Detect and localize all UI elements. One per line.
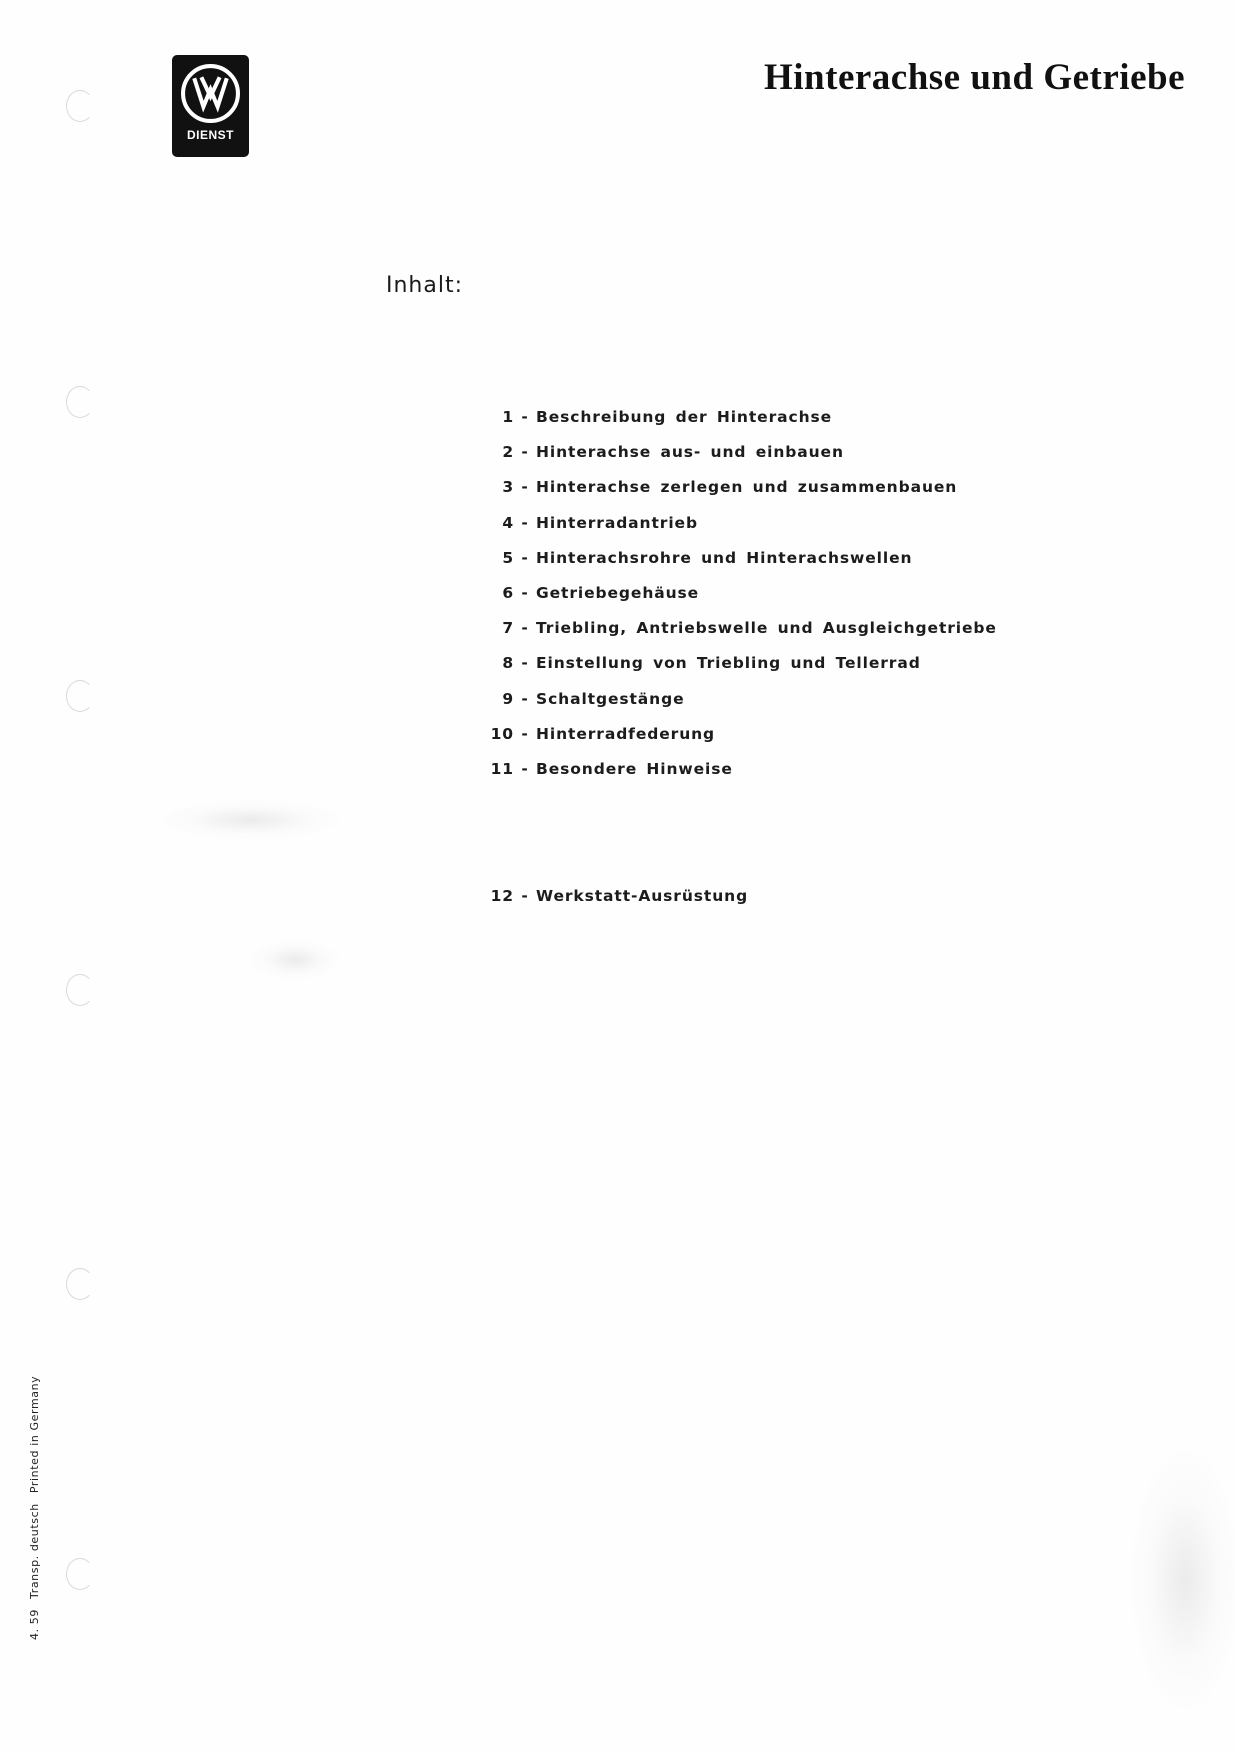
- toc-item-label: Getriebegehäuse: [536, 583, 700, 602]
- toc-item: [488, 406, 1108, 441]
- table-of-contents: [488, 406, 1108, 920]
- logo-label: DIENST: [186, 128, 234, 142]
- toc-item: [488, 512, 1108, 547]
- toc-item-number: 3: [502, 478, 514, 497]
- punch-hole: [66, 386, 94, 418]
- scan-smudge: [1130, 1450, 1235, 1710]
- scan-smudge: [160, 800, 340, 840]
- toc-item: [488, 758, 1108, 793]
- toc-separator: -: [521, 583, 529, 602]
- punch-hole: [66, 1268, 94, 1300]
- toc-item: [488, 547, 1108, 582]
- toc-item-number: 2: [502, 443, 514, 462]
- toc-item-label: Hinterachse aus- und einbauen: [536, 443, 844, 462]
- toc-item: [488, 688, 1108, 723]
- toc-item-number: 7: [502, 619, 514, 638]
- toc-item-label: Hinterradantrieb: [536, 513, 698, 532]
- toc-separator: -: [521, 548, 529, 567]
- page-title: Hinterachse und Getriebe: [763, 57, 1185, 98]
- punch-hole: [66, 680, 94, 712]
- toc-item-label: Hinterachsrohre und Hinterachswellen: [536, 548, 913, 567]
- toc-item-number: 1: [502, 408, 514, 426]
- toc-separator: -: [521, 654, 529, 673]
- toc-item: [488, 582, 1108, 617]
- toc-item-number: 12: [490, 887, 514, 906]
- toc-item: [488, 652, 1108, 687]
- printed-in: Printed in Germany: [28, 1375, 41, 1494]
- toc-separator: -: [521, 619, 529, 638]
- toc-item-label: Besondere Hinweise: [536, 759, 733, 778]
- edition-date: 4. 59: [28, 1609, 41, 1640]
- contents-heading: Inhalt:: [386, 273, 464, 298]
- edition-language: Transp. deutsch: [28, 1503, 41, 1599]
- toc-item: [488, 885, 1108, 920]
- punch-hole: [66, 90, 94, 122]
- toc-item-number: 5: [502, 548, 514, 567]
- toc-item-label: Hinterradfederung: [536, 724, 716, 743]
- toc-item: [488, 441, 1108, 476]
- punch-hole: [66, 974, 94, 1006]
- toc-item-number: 9: [502, 689, 514, 708]
- toc-separator: -: [521, 443, 529, 462]
- toc-item: [488, 476, 1108, 511]
- toc-separator: -: [521, 513, 529, 532]
- toc-separator: -: [521, 478, 529, 497]
- print-imprint: [28, 1366, 41, 1640]
- toc-item-number: 10: [490, 724, 514, 743]
- toc-item-label: Einstellung von Triebling und Tellerrad: [536, 654, 921, 673]
- vw-emblem-icon: [180, 63, 241, 124]
- toc-item-number: 11: [490, 759, 514, 778]
- punch-hole: [66, 1558, 94, 1590]
- toc-separator: -: [521, 759, 529, 778]
- toc-item-label: Beschreibung der Hinterachse: [536, 408, 833, 426]
- toc-item-label: Triebling, Antriebswelle und Ausgleichgetriebe: [536, 619, 997, 638]
- scan-smudge: [250, 940, 340, 980]
- toc-item-number: 8: [502, 654, 514, 673]
- toc-item: [488, 617, 1108, 652]
- toc-separator: -: [521, 887, 529, 906]
- toc-item-number: 6: [502, 583, 514, 602]
- toc-item: [488, 723, 1108, 758]
- toc-separator: -: [521, 408, 529, 426]
- toc-item-number: 4: [502, 513, 514, 532]
- toc-item-label: Schaltgestänge: [536, 689, 685, 708]
- toc-separator: -: [521, 724, 529, 743]
- toc-separator: -: [521, 689, 529, 708]
- toc-item-label: Hinterachse zerlegen und zusammenbauen: [536, 478, 958, 497]
- toc-item-label: Werkstatt-Ausrüstung: [536, 887, 749, 906]
- vw-dienst-logo: [172, 55, 249, 157]
